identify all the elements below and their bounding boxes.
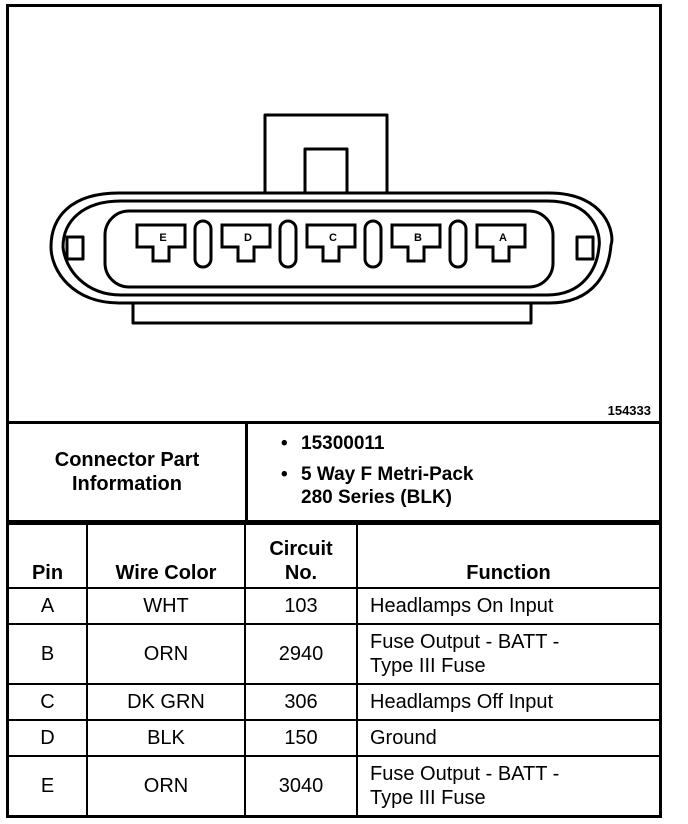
- part-info-list: [281, 432, 473, 517]
- connector-face-drawing: [9, 7, 659, 421]
- pin-cell: C: [9, 684, 87, 720]
- function-cell: Fuse Output - BATT - Type III Fuse: [357, 624, 659, 684]
- right-ear: [577, 237, 593, 259]
- circuit-no-header: Circuit No.: [245, 524, 357, 588]
- connector-description: 5 Way F Metri-Pack 280 Series (BLK): [301, 464, 474, 508]
- function-header: Function: [357, 524, 659, 588]
- pin-cell: D: [9, 720, 87, 756]
- wire-color-cell: DK GRN: [87, 684, 245, 720]
- part-info-item: [281, 463, 473, 509]
- pin-header: Pin: [9, 524, 87, 588]
- cavity-separator: [450, 221, 466, 267]
- circuit-no-cell: 103: [245, 588, 357, 624]
- connector-diagram: [9, 7, 659, 421]
- pin-cell: E: [9, 756, 87, 815]
- pin-cell: B: [9, 624, 87, 684]
- table-header-row: [9, 524, 659, 588]
- table-row: [9, 720, 659, 756]
- cavity-label: B: [414, 232, 422, 244]
- circuit-no-cell: 306: [245, 684, 357, 720]
- cavity-label: D: [244, 232, 252, 244]
- table-row: [9, 588, 659, 624]
- cavity-separator: [195, 221, 211, 267]
- figure-number: 154333: [607, 403, 651, 418]
- part-info-item: [281, 432, 473, 455]
- cavity-separator: [365, 221, 381, 267]
- bullet-icon: •: [281, 464, 288, 485]
- cavity-label: E: [159, 232, 167, 244]
- bullet-icon: •: [281, 433, 288, 454]
- function-cell: Fuse Output - BATT - Type III Fuse: [357, 756, 659, 815]
- table-row: [9, 684, 659, 720]
- divider: [245, 424, 248, 520]
- table-row: [9, 624, 659, 684]
- part-number: 15300011: [301, 433, 385, 454]
- circuit-no-cell: 150: [245, 720, 357, 756]
- connector-sheet: [6, 4, 662, 818]
- connector-part-info: [9, 424, 659, 520]
- cavity-separator: [280, 221, 296, 267]
- wire-color-cell: ORN: [87, 756, 245, 815]
- pin-cell: A: [9, 588, 87, 624]
- cavity-label: C: [329, 232, 337, 244]
- table-row: [9, 756, 659, 815]
- circuit-no-cell: 3040: [245, 756, 357, 815]
- wire-color-cell: WHT: [87, 588, 245, 624]
- pin-table: [9, 523, 659, 815]
- connector-inner-body: [105, 211, 553, 287]
- part-info-label: Connector Part Information: [54, 449, 200, 495]
- function-cell: Headlamps On Input: [357, 588, 659, 624]
- locking-tab: [265, 115, 387, 193]
- connector-bottom-skirt: [133, 303, 531, 323]
- cavity-label: A: [499, 232, 507, 244]
- left-ear: [67, 237, 83, 259]
- function-cell: Ground: [357, 720, 659, 756]
- circuit-no-cell: 2940: [245, 624, 357, 684]
- wire-color-cell: BLK: [87, 720, 245, 756]
- function-cell: Headlamps Off Input: [357, 684, 659, 720]
- wire-color-header: Wire Color: [87, 524, 245, 588]
- wire-color-cell: ORN: [87, 624, 245, 684]
